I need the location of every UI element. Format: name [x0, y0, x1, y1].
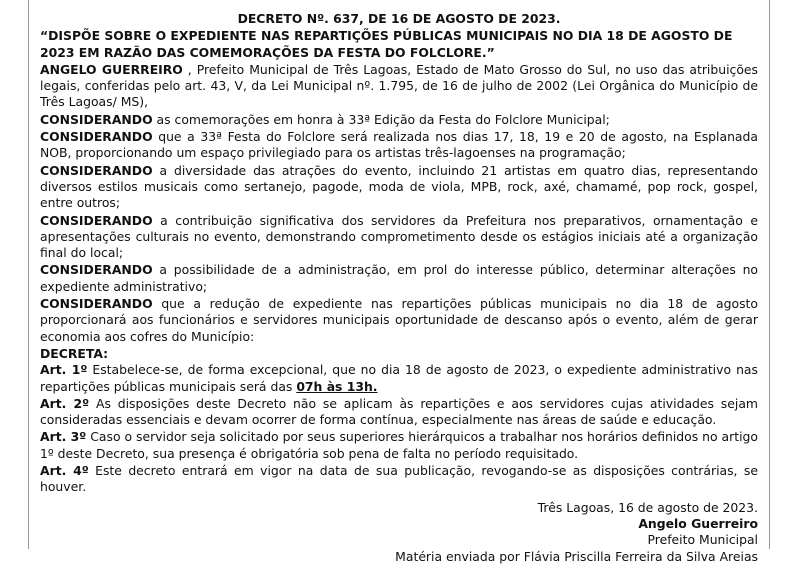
article-text: Estabelece-se, de forma excepcional, que no dia 18 de agosto de 2023, o expediente administrativo nas repartições públicas municipais será das — [40, 362, 758, 394]
article-label: Art. 4º — [40, 463, 89, 479]
submission-note: Matéria enviada por Flávia Priscilla Ferreira da Silva Areias — [395, 548, 758, 564]
considerando-text: as comemorações em honra à 33ª Edição da Festa do Folclore Municipal; — [152, 111, 610, 127]
article-1 — [40, 362, 758, 395]
considerando-6 — [40, 296, 758, 345]
place-date: Três Lagoas, 16 de agosto de 2023. — [537, 499, 758, 515]
right-border-line — [769, 0, 770, 549]
considerando-3 — [40, 163, 758, 212]
article-label: Art. 1º — [40, 362, 88, 378]
article-label: Art. 2º — [40, 395, 90, 411]
decree-document — [40, 11, 758, 565]
considerando-4 — [40, 213, 758, 262]
considerando-text: a diversidade das atrações do evento, incluindo 21 artistas em quatro dias, representando diversos estilos musicais como sertanejo, pagode, moda de viola, MPB, rock, axé, chamamé, pop rock, gospel, entre outros; — [40, 162, 758, 211]
decree-title: DECRETO Nº. 637, DE 16 DE AGOSTO DE 2023. — [237, 11, 561, 26]
considerando-1 — [40, 112, 758, 128]
considerando-label: CONSIDERANDO — [40, 262, 153, 278]
considerando-text: a contribuição significativa dos servidores da Prefeitura nos preparativos, ornamentação e apresentações culturais no evento, demonstrando comprometimento desde os estágios iniciais até a organização final do local; — [40, 212, 758, 261]
work-hours: 07h às 13h. — [296, 378, 378, 394]
considerando-label: CONSIDERANDO — [40, 111, 153, 127]
article-text: Este decreto entrará em vigor na data de sua publicação, revogando-se as disposições contrárias, se houver. — [40, 463, 758, 495]
article-4 — [40, 463, 758, 496]
decree-ementa: “DISPÕE SOBRE O EXPEDIENTE NAS REPARTIÇÕES PÚBLICAS MUNICIPAIS NO DIA 18 DE AGOSTO DE 2023 EM RAZÃO DAS COMEMORAÇÕES DA FESTA DO FOLCLORE.” — [40, 28, 733, 60]
considerando-2 — [40, 129, 758, 162]
decreta-heading: DECRETA: — [40, 345, 109, 361]
article-label: Art. 3º — [40, 429, 87, 445]
considerando-text: a possibilidade de a administração, em prol do interesse público, determinar alterações no expediente administrativo; — [40, 262, 758, 294]
considerando-label: CONSIDERANDO — [40, 296, 153, 312]
signer-role: Prefeito Municipal — [647, 532, 758, 548]
article-text: Caso o servidor seja solicitado por seus superiores hierárquicos a trabalhar nos horários definidos no artigo 1º deste Decreto, sua presença é obrigatória sob pena de falta no período requisitado. — [40, 429, 758, 461]
left-border-line — [28, 0, 29, 549]
considerando-label: CONSIDERANDO — [40, 162, 153, 178]
article-text: As disposições deste Decreto não se aplicam às repartições e aos servidores cujas atividades sejam consideradas essenciais e devam ocorrer de forma contínua, especialmente nas áreas de saúde e educação. — [40, 395, 758, 428]
considerando-label: CONSIDERANDO — [40, 129, 153, 145]
mayor-name: ANGELO GUERREIRO — [40, 61, 183, 77]
article-3 — [40, 429, 758, 462]
article-2 — [40, 396, 758, 429]
preamble — [40, 62, 758, 111]
considerando-5 — [40, 262, 758, 295]
considerando-text: que a 33ª Festa do Folclore será realizada nos dias 17, 18, 19 e 20 de agosto, na Esplanada NOB, proporcionando um espaço privilegiado para os artistas três-lagoenses na programação; — [40, 129, 758, 161]
preamble-text: , Prefeito Municipal de Três Lagoas, Estado de Mato Grosso do Sul, no uso das atribuições legais, conferidas pelo art. 43, V, da Lei Municipal nº. 1.795, de 16 de julho de 2002 (Lei Orgânica do Município de Três Lagoas/ MS), — [40, 61, 758, 110]
considerando-label: CONSIDERANDO — [40, 212, 153, 228]
signer-name: Angelo Guerreiro — [638, 515, 758, 531]
considerando-text: que a redução de expediente nas repartições públicas municipais no dia 18 de agosto proporcionará aos funcionários e servidores municipais oportunidade de descanso após o evento, além de gerar economia aos cofres do Município: — [40, 296, 758, 344]
